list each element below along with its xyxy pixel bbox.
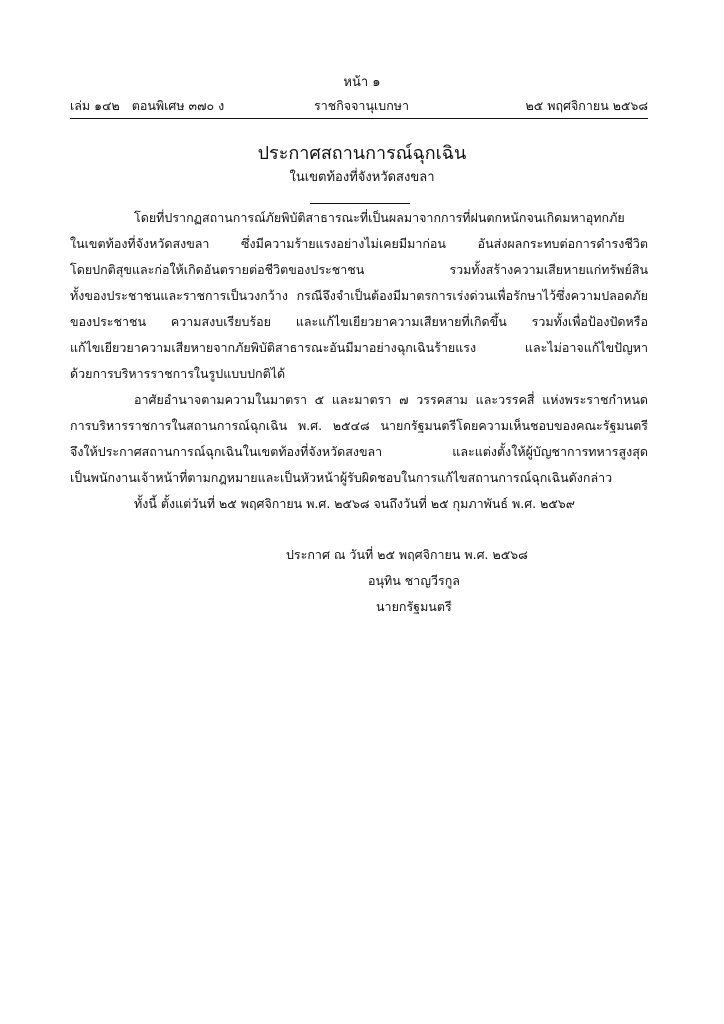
issue-label: ตอนพิเศษ ๓๗๐ ง xyxy=(131,98,225,113)
page-number: หน้า ๑ xyxy=(343,75,381,90)
gazette-header xyxy=(70,96,648,116)
publication-date: ๒๕ พฤศจิกายน ๒๕๖๘ xyxy=(525,98,648,113)
body-line: โดยปกติสุขและก่อให้เกิดอันตรายต่อชีวิตของประชาชน รวมทั้งสร้างความเสียหายแก่ทรัพย์สิน xyxy=(70,262,648,277)
body-line: อาศัยอำนาจตามความในมาตรา ๕ และมาตรา ๗ วรรคสาม และวรรคสี่ แห่งพระราชกำหนด xyxy=(134,392,648,407)
body-line: แก้ไขเยียวยาความเสียหายจากภัยพิบัติสาธารณะอันมีมาอย่างฉุกเฉินร้ายแรง และไม่อาจแก้ไขปัญหา xyxy=(70,340,648,355)
document-subtitle: ในเขตท้องที่จังหวัดสงขลา xyxy=(289,170,435,185)
signatory-position: นายกรัฐมนตรี xyxy=(376,599,452,614)
body-line: การบริหารราชการในสถานการณ์ฉุกเฉิน พ.ศ. ๒๕๔๘ นายกรัฐมนตรีโดยความเห็นชอบของคณะรัฐมนตรี xyxy=(70,418,648,433)
body-line: ในเขตท้องที่จังหวัดสงขลา ซึ่งมีความร้ายแรงอย่างไม่เคยมีมาก่อน อันส่งผลกระทบต่อการดำรงชีวิต xyxy=(70,236,648,251)
body-line: ทั้งนี้ ตั้งแต่วันที่ ๒๕ พฤศจิกายน พ.ศ. ๒๕๖๘ จนถึงวันที่ ๒๕ กุมภาพันธ์ พ.ศ. ๒๕๖๙ xyxy=(134,496,575,511)
title-divider xyxy=(310,203,410,204)
signatory-name: อนุทิน ชาญวีรกูล xyxy=(368,573,460,588)
header-divider xyxy=(70,118,648,119)
body-line: ด้วยการบริหารราชการในรูปแบบปกติได้ xyxy=(70,366,286,381)
body-line: ของประชาชน ความสงบเรียบร้อย และแก้ไขเยียวยาความเสียหายที่เกิดขึ้น รวมทั้งเพื่อป้องปัดหรือ xyxy=(70,314,648,329)
volume-label: เล่ม ๑๔๒ xyxy=(70,98,120,113)
body-line: ทั้งของประชาชนและราชการเป็นวงกว้าง กรณีจึงจำเป็นต้องมีมาตรการเร่งด่วนเพื่อรักษาไว้ซึ่งความปลอดภัย xyxy=(70,288,648,303)
publication-name: ราชกิจจานุเบกษา xyxy=(314,98,410,113)
body-line: โดยที่ปรากฏสถานการณ์ภัยพิบัติสาธารณะที่เป็นผลมาจากการที่ฝนตกหนักจนเกิดมหาอุทกภัย xyxy=(134,210,625,225)
document-title: ประกาศสถานการณ์ฉุกเฉิน xyxy=(257,143,467,164)
body-line: จึงให้ประกาศสถานการณ์ฉุกเฉินในเขตท้องที่จังหวัดสงขลา และแต่งตั้งให้ผู้บัญชาการทหารสูงสุด xyxy=(70,444,648,459)
volume-issue xyxy=(70,96,224,116)
announcement-date: ประกาศ ณ วันที่ ๒๕ พฤศจิกายน พ.ศ. ๒๕๖๘ xyxy=(286,547,528,562)
body-line: เป็นพนักงานเจ้าหน้าที่ตามกฎหมายและเป็นหัวหน้าผู้รับผิดชอบในการแก้ไขสถานการณ์ฉุกเฉินดังกล่าว xyxy=(70,470,613,485)
